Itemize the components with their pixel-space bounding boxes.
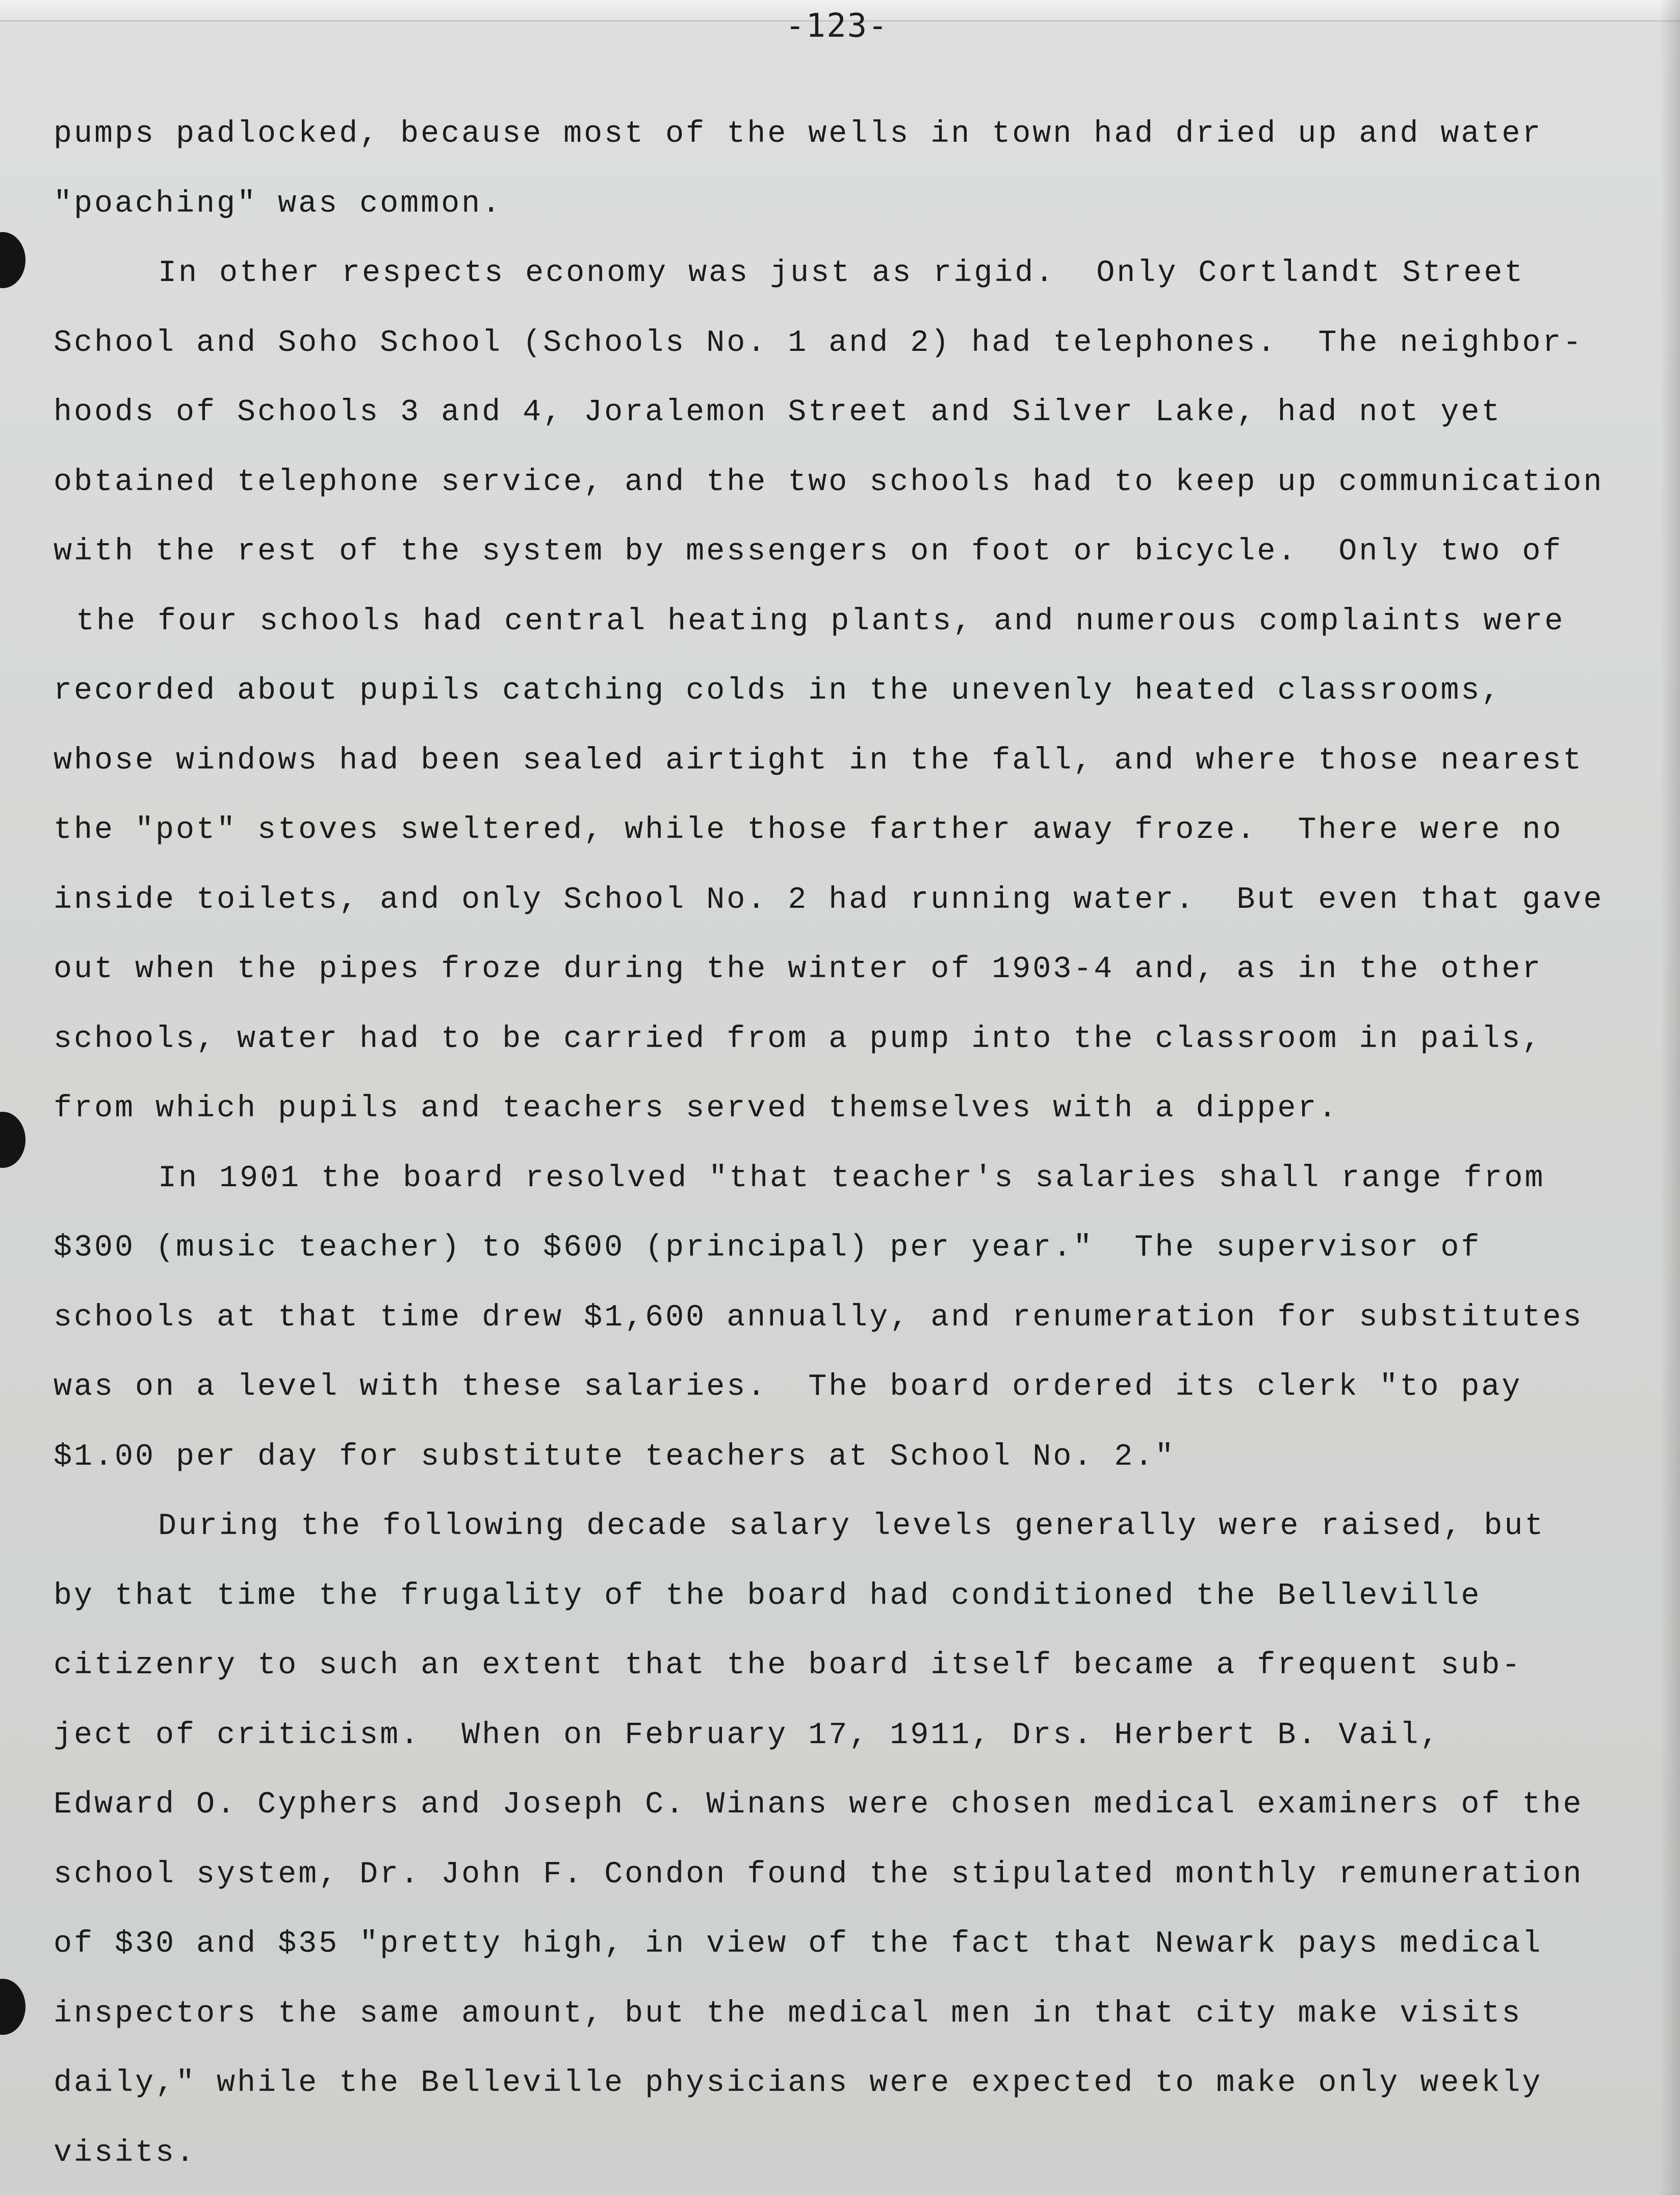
text-line: "poaching" was common. [54,186,503,221]
text-line: schools at that time drew $1,600 annually, and renumeration for substitutes [54,1300,1584,1335]
typed-text-body [54,99,1649,2188]
text-line: hoods of Schools 3 and 4, Joralemon Street and Silver Lake, had not yet [54,395,1502,430]
text-line: During the following decade salary levels generally were raised, but [158,1509,1545,1544]
text-line: Edward O. Cyphers and Joseph C. Winans were chosen medical examiners of the [54,1788,1584,1822]
text-line: visits. [54,2135,197,2171]
text-line: schools, water had to be carried from a pump into the classroom in pails, [54,1022,1543,1057]
page-edge-shadow [1660,0,1680,2195]
text-line: $1.00 per day for substitute teachers at School No. 2." [54,1439,1176,1474]
text-line: from which pupils and teachers served themselves with a dipper. [54,1091,1339,1126]
text-line: was on a level with these salaries. The board ordered its clerk "to pay [54,1370,1522,1405]
text-line: In other respects economy was just as rigid. Only Cortlandt Street [158,256,1525,291]
text-line: $300 (music teacher) to $600 (principal) per year." The supervisor of [54,1231,1482,1265]
text-line: school system, Dr. John F. Condon found the stipulated monthly remuneration [54,1857,1584,1892]
text-line: whose windows had been sealed airtight in the fall, and where those nearest [54,743,1584,778]
text-line: the four schools had central heating plants, and numerous complaints were [76,604,1565,639]
text-line: pumps padlocked, because most of the wells in town had dried up and water [54,117,1543,151]
text-line: citizenry to such an extent that the board itself became a frequent sub- [54,1648,1522,1683]
punch-hole-bottom [0,1979,25,2035]
text-line: inspectors the same amount, but the medical men in that city make visits [54,1996,1522,2031]
text-line: recorded about pupils catching colds in the unevenly heated classrooms, [54,674,1502,708]
text-line: In 1901 the board resolved "that teacher's salaries shall range from [158,1161,1545,1196]
text-line: by that time the frugality of the board had conditioned the Belleville [54,1578,1482,1614]
text-line: inside toilets, and only School No. 2 had running water. But even that gave [54,882,1604,917]
text-line: the "pot" stoves sweltered, while those farther away froze. There were no [54,813,1563,848]
text-line: School and Soho School (Schools No. 1 and 2) had telephones. The neighbor- [54,325,1584,361]
text-line: out when the pipes froze during the winter of 1903-4 and, as in the other [54,952,1543,987]
text-line: daily," while the Belleville physicians were expected to make only weekly [54,2066,1543,2101]
text-line: with the rest of the system by messengers on foot or bicycle. Only two of [54,534,1563,569]
punch-hole-top [0,232,25,288]
text-line: obtained telephone service, and the two schools had to keep up communication [54,465,1604,500]
page-number: -123- [785,7,889,45]
text-line: ject of criticism. When on February 17, 1911, Drs. Herbert B. Vail, [54,1718,1441,1753]
punch-hole-middle [0,1112,25,1168]
text-line: of $30 and $35 "pretty high, in view of the fact that Newark pays medical [54,1927,1543,1961]
